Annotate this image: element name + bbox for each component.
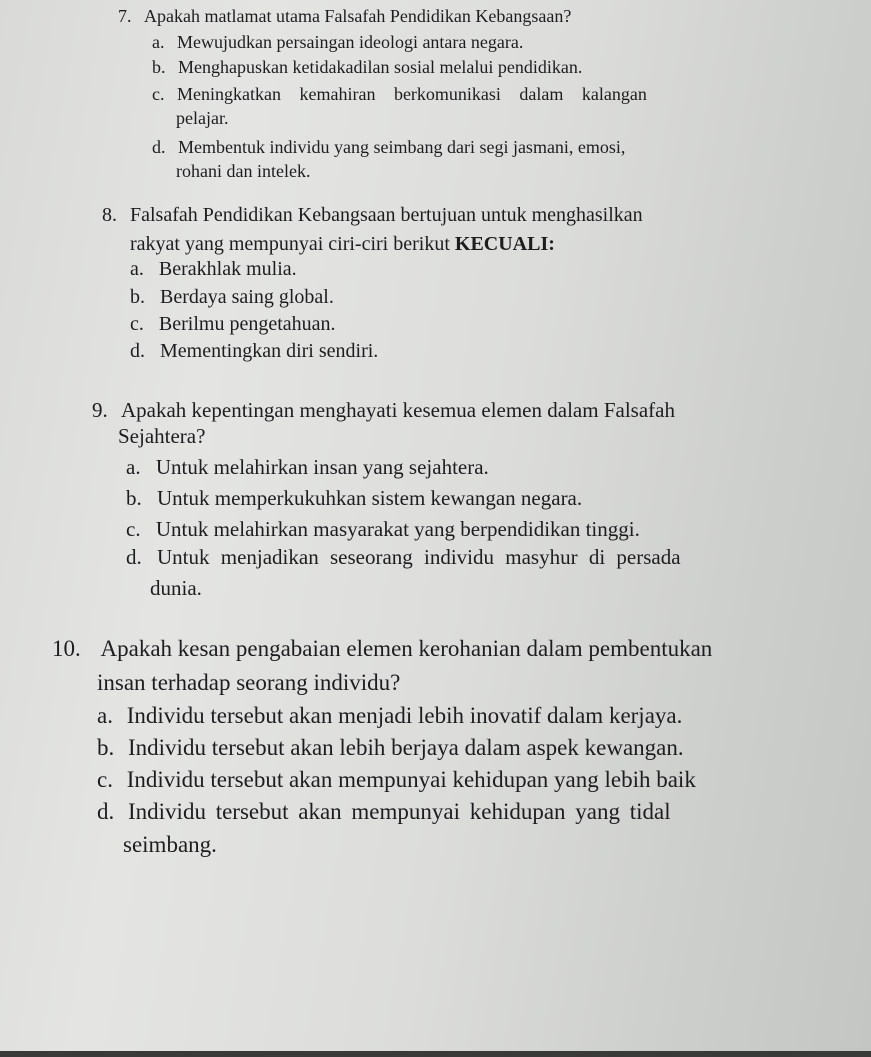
option-text: Menghapuskan ketidakadilan sosial melalui pendidikan. — [178, 57, 583, 77]
page-bottom-edge — [0, 1051, 871, 1057]
option-letter: b. — [97, 735, 115, 760]
question-number: 8. — [102, 204, 117, 226]
option-c — [97, 767, 696, 793]
option-text: Untuk menjadikan seseorang individu masyhur di persada — [157, 545, 681, 569]
option-letter: a. — [130, 258, 144, 280]
option-letter: d. — [152, 137, 166, 157]
question-number: 9. — [92, 398, 108, 422]
question-stem — [102, 204, 643, 227]
question-text: Falsafah Pendidikan Kebangsaan bertujuan untuk menghasilkan — [130, 204, 643, 226]
option-text: Untuk memperkukuhkan sistem kewangan negara. — [157, 486, 583, 510]
question-number: 7. — [118, 6, 132, 26]
option-text: Membentuk individu yang seimbang dari segi jasmani, emosi, — [178, 137, 626, 157]
option-letter: a. — [97, 703, 113, 728]
option-b — [130, 286, 334, 309]
option-text: Individu tersebut akan lebih berjaya dalam aspek kewangan. — [128, 735, 684, 760]
option-c — [152, 84, 647, 105]
option-letter: b. — [126, 486, 142, 510]
option-letter: c. — [130, 313, 144, 335]
option-d — [152, 137, 625, 158]
option-letter: d. — [126, 545, 142, 569]
option-letter: d. — [97, 799, 115, 824]
option-d-continuation: dunia. — [150, 576, 202, 600]
question-stem-continuation — [130, 233, 555, 256]
option-letter: c. — [97, 767, 113, 792]
option-text: Mementingkan diri sendiri. — [160, 340, 379, 362]
option-d — [126, 545, 681, 570]
option-text: Berdaya saing global. — [160, 286, 334, 308]
question-text: Apakah matlamat utama Falsafah Pendidikan Kebangsaan? — [144, 6, 572, 26]
option-text: Berakhlak mulia. — [158, 258, 297, 280]
question-text: Apakah kesan pengabaian elemen kerohanian dalam pembentukan — [100, 636, 713, 661]
option-text: Individu tersebut akan mempunyai kehidupan yang tidal — [128, 799, 671, 824]
option-b — [126, 486, 582, 511]
option-text: Meningkatkan kemahiran berkomunikasi dalam kalangan — [177, 84, 647, 104]
option-letter: a. — [152, 32, 165, 52]
option-a — [152, 32, 523, 53]
option-text: Berilmu pengetahuan. — [158, 313, 336, 335]
option-d-continuation: rohani dan intelek. — [176, 161, 311, 181]
option-c-continuation: pelajar. — [176, 108, 229, 128]
option-text: Mewujudkan persaingan ideologi antara negara. — [177, 32, 524, 52]
option-letter: c. — [152, 84, 165, 104]
option-letter: b. — [152, 57, 166, 77]
option-b — [97, 735, 684, 761]
option-text: Individu tersebut akan mempunyai kehidupan yang lebih baik — [126, 767, 696, 792]
question-text: rakyat yang mempunyai ciri-ciri berikut — [130, 233, 450, 255]
option-d — [97, 799, 671, 825]
question-stem — [52, 636, 712, 662]
option-letter: d. — [130, 340, 145, 362]
option-c — [126, 517, 640, 542]
question-text: Apakah kepentingan menghayati kesemua elemen dalam Falsafah — [121, 398, 675, 422]
option-text: Untuk melahirkan insan yang sejahtera. — [155, 455, 489, 479]
option-text: Individu tersebut akan menjadi lebih inovatif dalam kerjaya. — [126, 703, 683, 728]
option-text: Untuk melahirkan masyarakat yang berpendidikan tinggi. — [155, 517, 640, 541]
question-number: 10. — [52, 636, 81, 661]
option-d-continuation: seimbang. — [123, 832, 217, 857]
question-stem-continuation: Sejahtera? — [118, 424, 206, 448]
option-d — [130, 340, 378, 363]
option-letter: c. — [126, 517, 141, 541]
option-letter: b. — [130, 286, 145, 308]
option-b — [152, 57, 582, 78]
emphasis-keyword: KECUALI: — [454, 233, 555, 255]
option-a — [97, 703, 682, 729]
option-letter: a. — [126, 455, 141, 479]
question-stem-continuation: insan terhadap seorang individu? — [97, 670, 401, 695]
option-c — [130, 313, 336, 336]
question-stem — [92, 398, 675, 423]
question-stem — [118, 6, 571, 27]
option-a — [126, 455, 489, 480]
option-a — [130, 258, 297, 281]
